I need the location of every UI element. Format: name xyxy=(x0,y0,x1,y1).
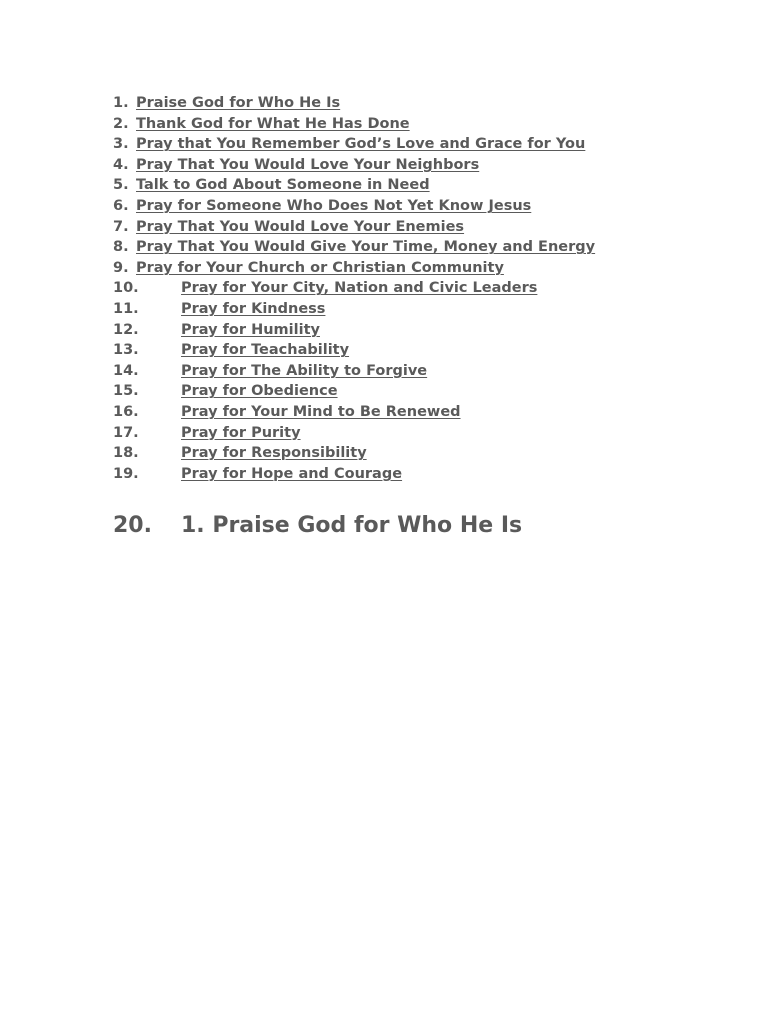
toc-link-kindness[interactable]: Pray for Kindness xyxy=(181,300,326,317)
toc-item-18 xyxy=(113,443,595,464)
toc-link-teachability[interactable]: Pray for Teachability xyxy=(181,342,350,359)
toc-item-11 xyxy=(113,299,595,320)
toc-item-6 xyxy=(113,196,595,217)
toc-item-3 xyxy=(113,134,595,155)
section-heading xyxy=(113,513,522,538)
toc-item-number: 13. xyxy=(113,342,139,359)
table-of-contents xyxy=(113,93,595,484)
toc-item-9 xyxy=(113,258,595,279)
toc-item-number: 5. xyxy=(113,177,129,194)
toc-link-not-yet-know-jesus[interactable]: Pray for Someone Who Does Not Yet Know Jesus xyxy=(136,197,532,214)
toc-link-church-community[interactable]: Pray for Your Church or Christian Community xyxy=(136,259,504,276)
toc-link-give-time-money-energy[interactable]: Pray That You Would Give Your Time, Money and Energy xyxy=(136,239,596,256)
toc-item-number: 17. xyxy=(113,424,139,441)
toc-item-number: 16. xyxy=(113,403,139,420)
toc-link-love-neighbors[interactable]: Pray That You Would Love Your Neighbors xyxy=(136,156,480,173)
toc-link-city-nation-leaders[interactable]: Pray for Your City, Nation and Civic Leaders xyxy=(181,280,538,297)
toc-link-mind-renewed[interactable]: Pray for Your Mind to Be Renewed xyxy=(181,403,461,420)
toc-item-number: 19. xyxy=(113,465,139,482)
toc-item-15 xyxy=(113,381,595,402)
toc-item-5 xyxy=(113,175,595,196)
toc-item-number: 4. xyxy=(113,156,129,173)
toc-item-number: 6. xyxy=(113,197,129,214)
toc-item-13 xyxy=(113,340,595,361)
toc-link-obedience[interactable]: Pray for Obedience xyxy=(181,383,338,400)
toc-item-19 xyxy=(113,464,595,485)
toc-item-number: 18. xyxy=(113,445,139,462)
toc-item-number: 12. xyxy=(113,321,139,338)
toc-link-humility[interactable]: Pray for Humility xyxy=(181,321,320,338)
toc-link-love-enemies[interactable]: Pray That You Would Love Your Enemies xyxy=(136,218,465,235)
toc-item-number: 2. xyxy=(113,115,129,132)
toc-item-12 xyxy=(113,320,595,341)
toc-link-someone-in-need[interactable]: Talk to God About Someone in Need xyxy=(136,177,430,194)
toc-link-thank-god[interactable]: Thank God for What He Has Done xyxy=(136,115,410,132)
toc-link-hope-courage[interactable]: Pray for Hope and Courage xyxy=(181,465,403,482)
toc-item-17 xyxy=(113,423,595,444)
toc-item-16 xyxy=(113,402,595,423)
toc-item-number: 8. xyxy=(113,239,129,256)
toc-link-responsibility[interactable]: Pray for Responsibility xyxy=(181,445,367,462)
toc-item-1 xyxy=(113,93,595,114)
toc-item-14 xyxy=(113,361,595,382)
toc-item-10 xyxy=(113,278,595,299)
toc-item-number: 3. xyxy=(113,136,129,153)
toc-link-praise-god[interactable]: Praise God for Who He Is xyxy=(136,95,341,111)
toc-item-8 xyxy=(113,237,595,258)
section-heading-number: 20. xyxy=(113,513,152,538)
toc-item-number: 15. xyxy=(113,383,139,400)
toc-item-number: 14. xyxy=(113,362,139,379)
toc-item-7 xyxy=(113,217,595,238)
toc-link-ability-to-forgive[interactable]: Pray for The Ability to Forgive xyxy=(181,362,428,379)
section-heading-text: 1. Praise God for Who He Is xyxy=(181,513,523,538)
toc-link-remember-gods-love[interactable]: Pray that You Remember God’s Love and Grace for You xyxy=(136,136,586,153)
toc-item-number: 10. xyxy=(113,280,139,297)
toc-link-purity[interactable]: Pray for Purity xyxy=(181,424,301,441)
toc-item-2 xyxy=(113,114,595,135)
toc-item-number: 9. xyxy=(113,259,129,276)
toc-item-number: 7. xyxy=(113,218,129,235)
toc-item-number: 1. xyxy=(113,95,129,111)
toc-item-number: 11. xyxy=(113,300,139,317)
toc-item-4 xyxy=(113,155,595,176)
